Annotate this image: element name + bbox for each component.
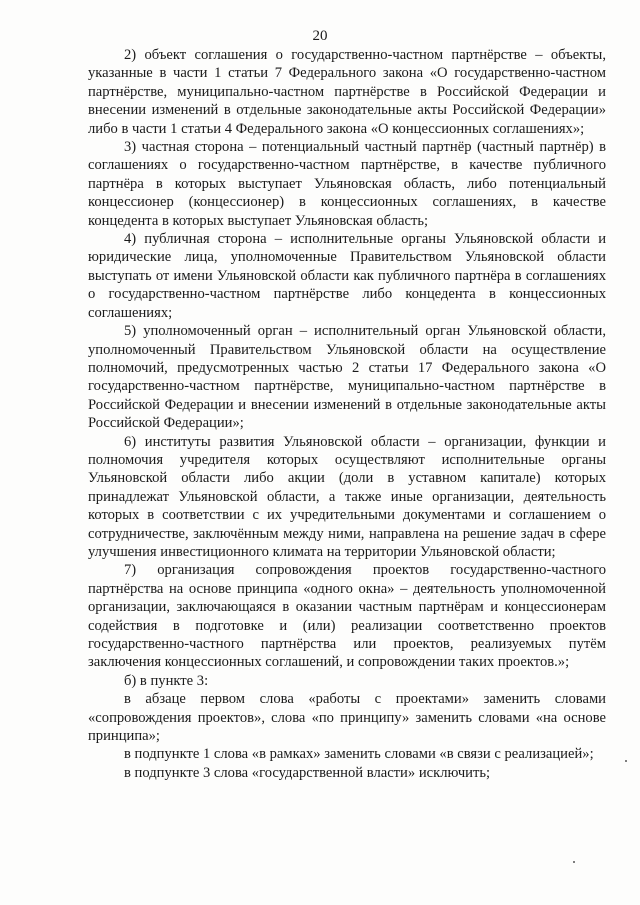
paragraph-point-b: б) в пункте 3: [124,672,209,689]
paragraph-item-3: 3) частная сторона – потенциальный частный партнёр (частный партнёр) в соглашениях о государственно-частном партнёрстве, в качестве публичного партнёра в которых выступает Ульяновская область, либо потенциальный концессионер (концессионер) в концессионных соглашениях, в качестве концедента в которых выступает Ульяновская область; [88,139,606,229]
paragraph-item-2: 2) объект соглашения о государственно-частном партнёрстве – объекты, указанные в части 1 статьи 7 Федерального закона «О государственно-частном партнёрстве, муниципально-частном партнёрстве в Российской Федерации и внесении изменений в отдельные законодательные акты Российской Федерации» либо в части 1 статьи 4 Федерального закона «О концессионных соглашениях»; [88,47,606,137]
paragraph-item-7: 7) организация сопровождения проектов государственно-частного партнёрства на основе принципа «одного окна» – деятельность уполномоченной организации, заключающаяся в оказании частным партнёрам и концессионерам содействия в подготовке и (или) реализации соответственно проектов государственно-частного партнёрства или проектов, реализуемых путём заключения концессионных соглашений, и сопровождении таких проектов.»; [88,562,606,671]
scan-dust-mark [625,760,627,762]
paragraph-amendment-2: в подпункте 1 слова «в рамках» заменить словами «в связи с реализацией»; [124,746,594,763]
paragraph-item-4: 4) публичная сторона – исполнительные органы Ульяновской области и юридические лица, уполномоченные Правительством Ульяновской области выступать от имени Ульяновской области как публичного партнёра в соглашениях о государственно-частном партнёрстве либо концедента в концессионных соглашениях; [88,231,606,321]
paragraph-amendment-1: в абзаце первом слова «работы с проектами» заменить словами «сопровождения проектов», слова «по принципу» заменить словами «на основе принципа»; [88,691,606,745]
document-body [88,46,606,782]
page-number: 20 [312,28,328,44]
paragraph-amendment-3: в подпункте 3 слова «государственной власти» исключить; [124,764,491,781]
scan-dust-mark [573,861,575,863]
paragraph-item-5: 5) уполномоченный орган – исполнительный орган Ульяновской области, уполномоченный Правительством Ульяновской области на осуществление полномочий, предусмотренных частью 2 статьи 17 Федерального закона «О государственно-частном партнёрстве, муниципально-частном партнёрстве в Российской Федерации и внесении изменений в отдельные законодательные акты Российской Федерации»; [88,323,606,432]
paragraph-item-6: 6) институты развития Ульяновской области – организации, функции и полномочия учредителя которых осуществляют исполнительные органы Ульяновской области либо акции (доли в уставном капитале) которых принадлежат Ульяновской области, а также иные организации, деятельность которых в соответствии с их учредительными документами и соглашением о сотрудничестве, заключённым между ними, направлена на решение задач в сфере улучшения инвестиционного климата на территории Ульяновской области; [88,433,606,560]
